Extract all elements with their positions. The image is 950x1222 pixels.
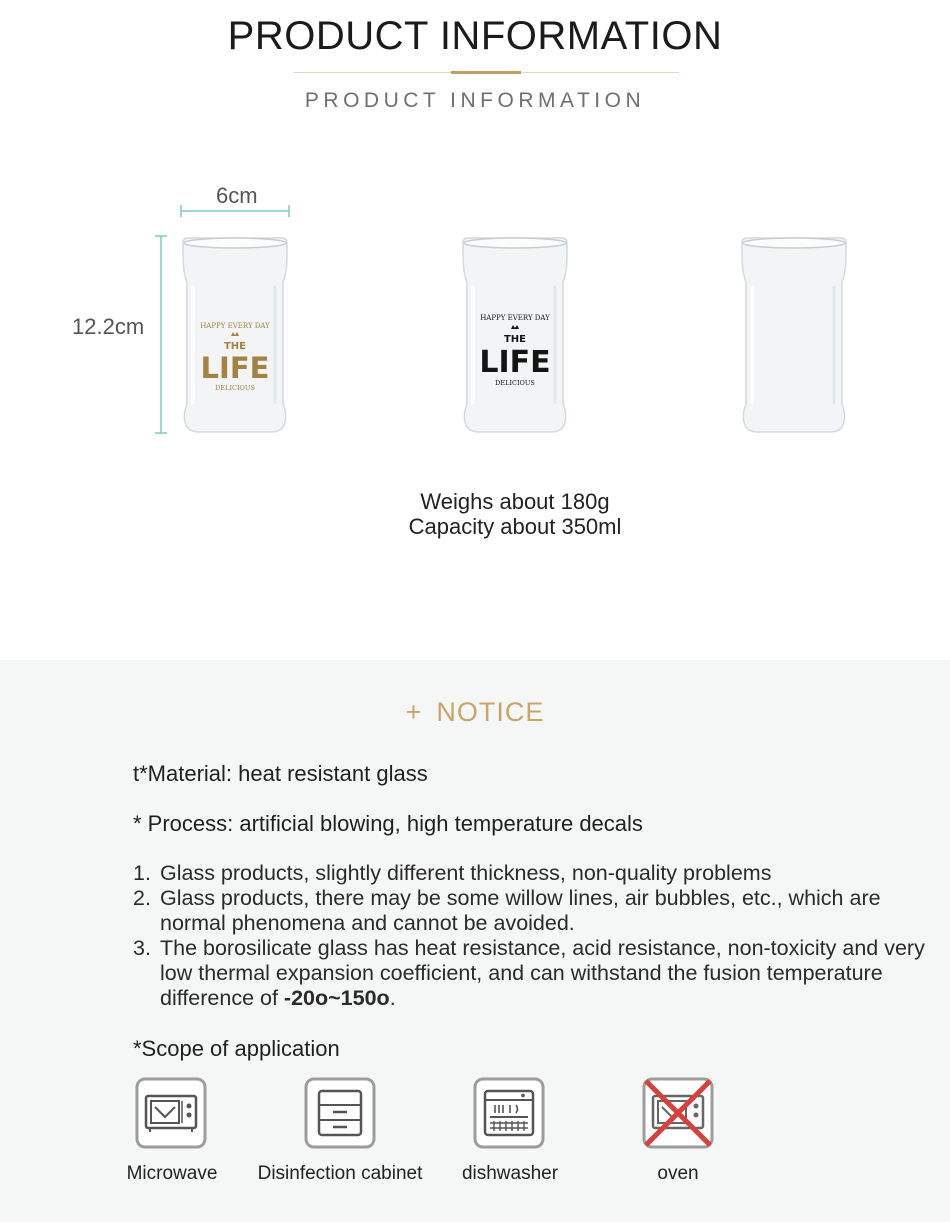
list-item bbox=[133, 861, 933, 886]
list-text: Glass products, slightly different thickness, non-quality problems bbox=[160, 861, 772, 885]
app-label: dishwasher bbox=[461, 1163, 559, 1184]
app-label: Microwave bbox=[126, 1163, 218, 1184]
list-text: The borosilicate glass has heat resistance, acid resistance, non-toxicity and very low thermal expansion coefficient, and can withstand the fusion temperature difference of bbox=[160, 936, 925, 1010]
material-text: t*Material: heat resistant glass bbox=[133, 761, 428, 786]
list-text: Glass products, there may be some willow lines, air bubbles, etc., which are normal phenomena and cannot be avoided. bbox=[160, 886, 881, 935]
glass-plain bbox=[738, 236, 850, 434]
notice-list bbox=[133, 861, 933, 1011]
cabinet-icon bbox=[304, 1077, 376, 1149]
glass-text-life: LIFE bbox=[200, 351, 270, 385]
glass-text-life: LIFE bbox=[479, 345, 551, 380]
capacity-text: Capacity about 350ml bbox=[408, 514, 622, 539]
list-item bbox=[133, 886, 933, 936]
glass-text-the: THE bbox=[503, 334, 527, 345]
list-number: 2. bbox=[133, 886, 151, 910]
notice-title bbox=[0, 697, 950, 728]
scope-title: *Scope of application bbox=[133, 1036, 340, 1061]
microwave-icon bbox=[135, 1077, 207, 1149]
page-title: PRODUCT INFORMATION bbox=[227, 14, 723, 58]
list-item bbox=[133, 936, 933, 1011]
glass-text-the: THE bbox=[223, 341, 247, 352]
glass-black-print bbox=[459, 236, 571, 434]
glass-gold-print bbox=[179, 236, 291, 434]
page-subtitle: PRODUCT INFORMATION bbox=[304, 89, 646, 112]
weight-text: Weighs about 180g bbox=[420, 489, 610, 514]
list-number: 3. bbox=[133, 936, 151, 960]
plus-icon: + bbox=[405, 697, 423, 727]
glass-text-top: HAPPY EVERY DAY bbox=[480, 314, 550, 322]
glass-text-bottom: DELICIOUS bbox=[215, 384, 255, 392]
title-divider-accent bbox=[451, 71, 521, 74]
specs-text bbox=[300, 489, 730, 539]
glass-text-bottom: DELICIOUS bbox=[495, 379, 535, 387]
app-label: Disinfection cabinet bbox=[257, 1163, 423, 1184]
process-text: * Process: artificial blowing, high temperature decals bbox=[133, 811, 643, 836]
height-label: 12.2cm bbox=[72, 314, 145, 339]
list-number: 1. bbox=[133, 861, 151, 885]
width-label: 6cm bbox=[216, 183, 258, 208]
glass-text-top: HAPPY EVERY DAY bbox=[200, 322, 270, 330]
notice-label: NOTICE bbox=[436, 697, 545, 727]
temperature-range: -20o~150o bbox=[283, 986, 390, 1010]
oven-icon bbox=[642, 1077, 714, 1149]
dishwasher-icon bbox=[473, 1077, 545, 1149]
app-label: oven bbox=[657, 1163, 699, 1184]
list-text-end: . bbox=[389, 986, 396, 1010]
